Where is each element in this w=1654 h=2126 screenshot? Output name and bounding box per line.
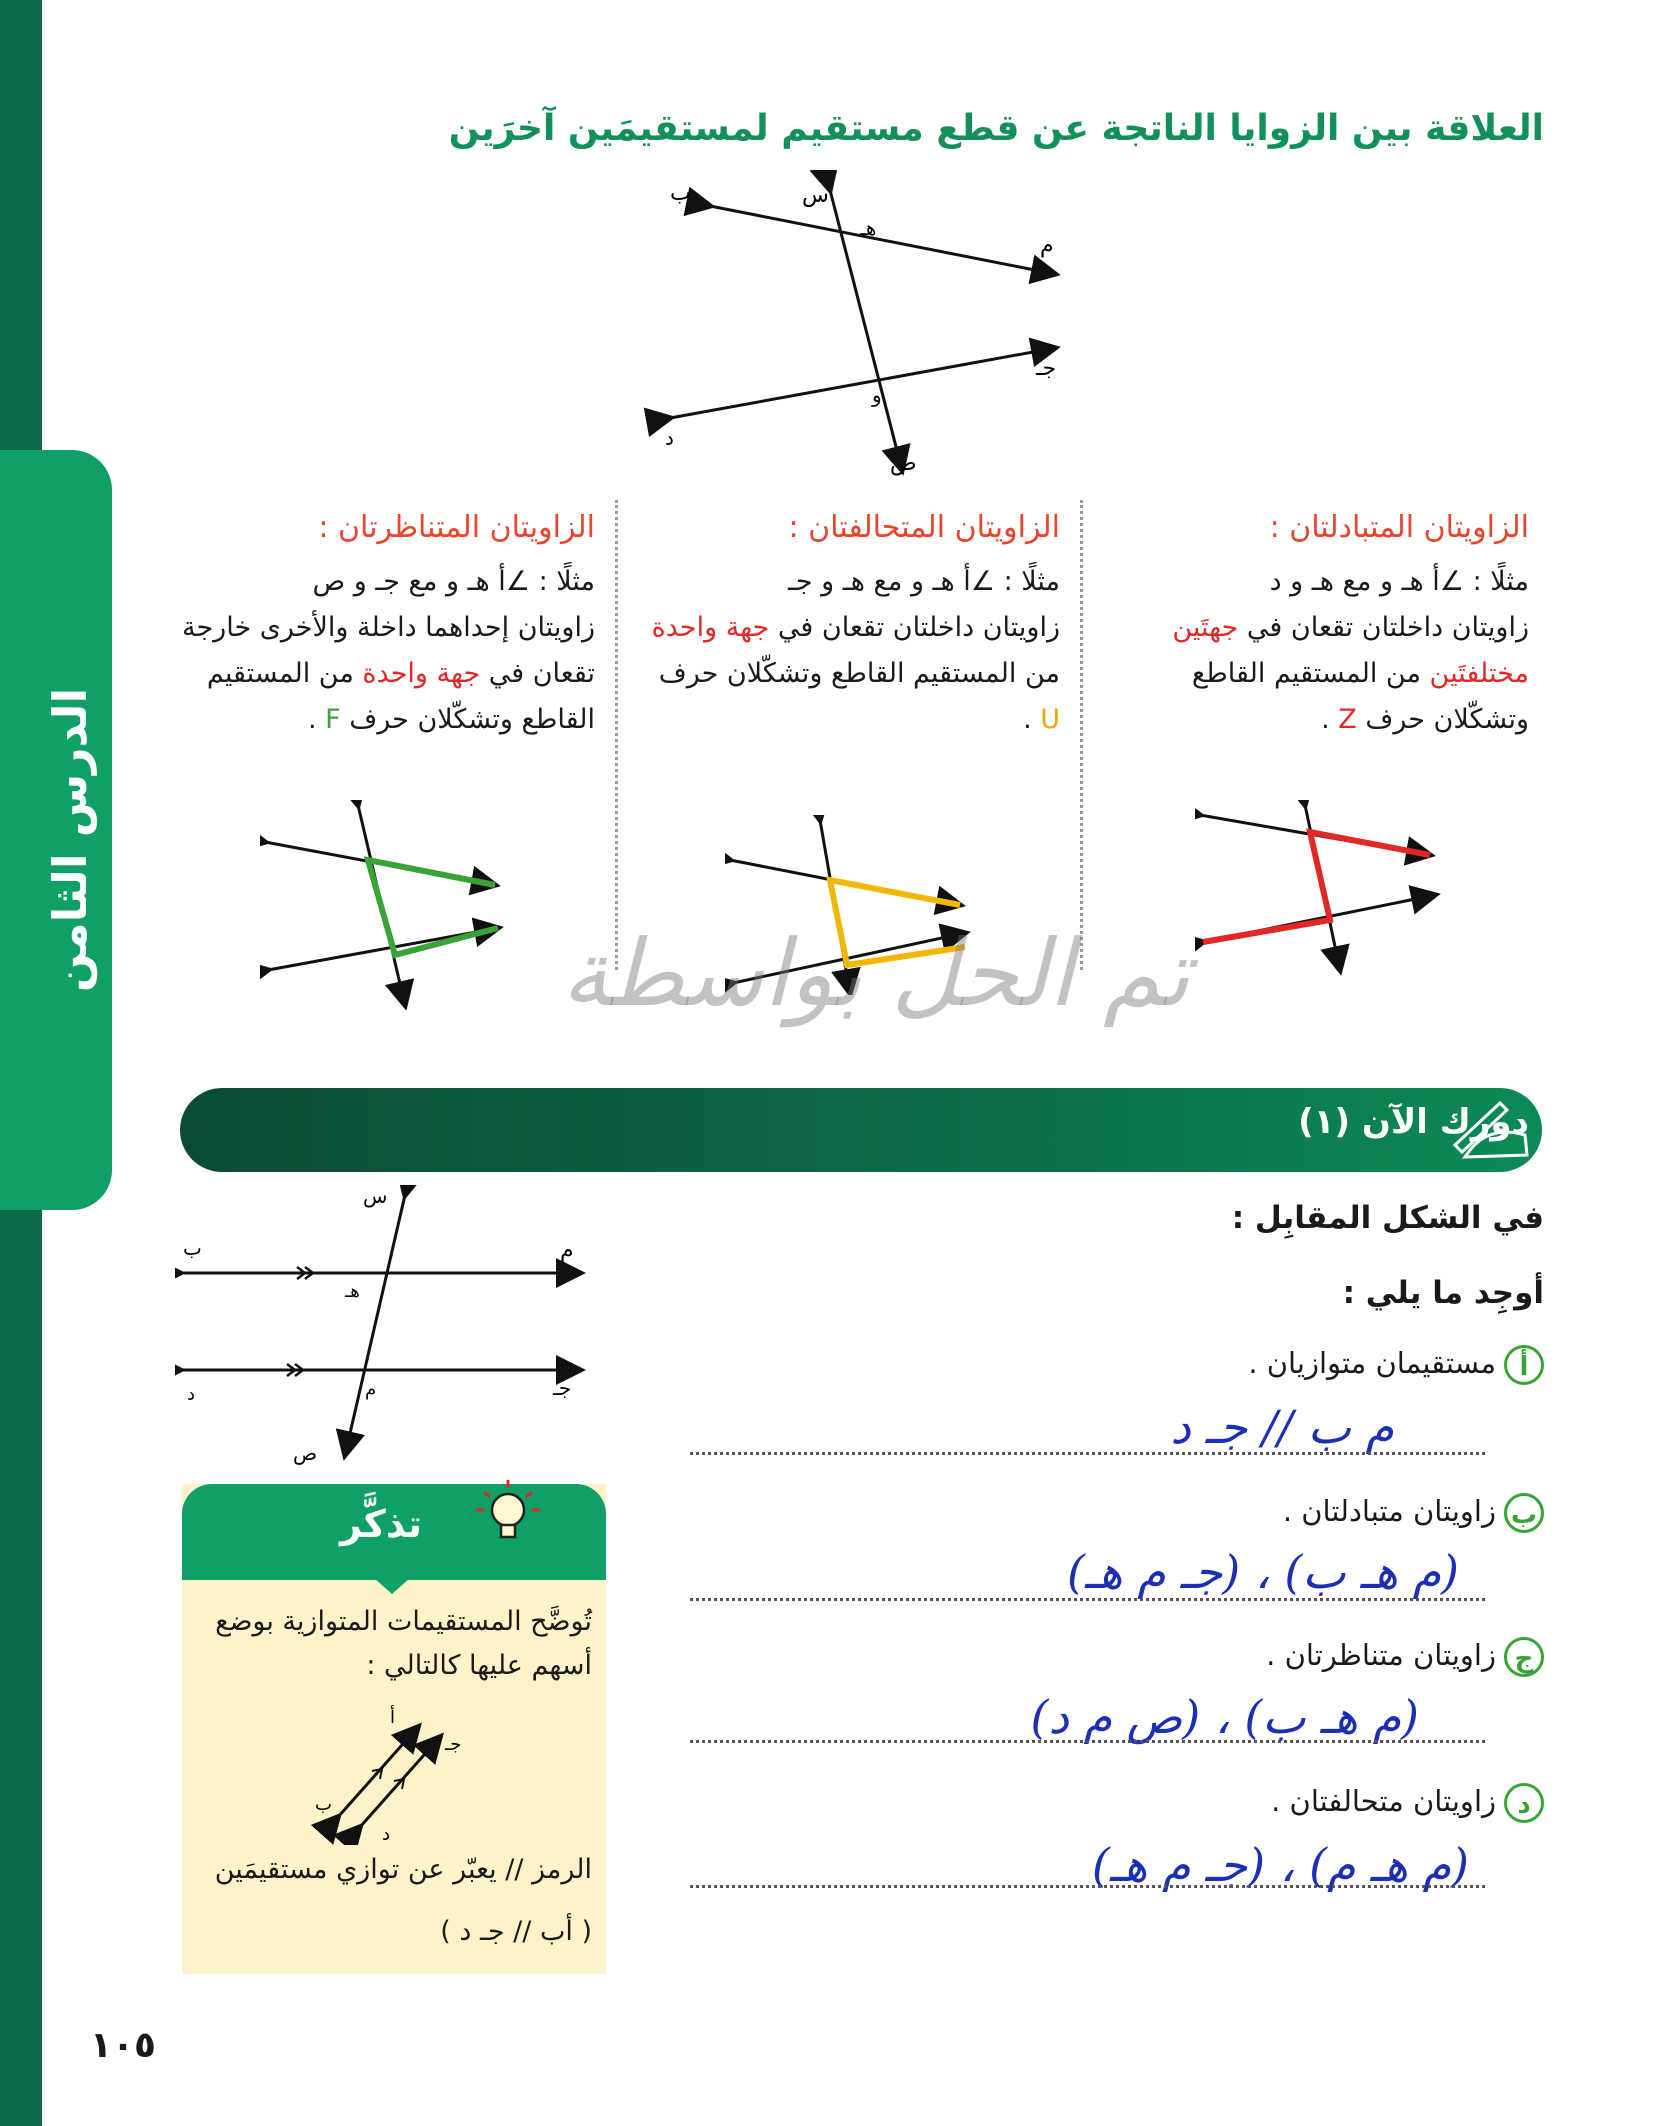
label-b: ب — [670, 181, 691, 206]
label-d: د — [382, 1824, 391, 1845]
parallel-notation: ( أب // جـ د ) — [440, 1916, 592, 1947]
lightbulb-icon — [470, 1470, 550, 1550]
answer-line — [690, 1885, 1485, 1888]
label-j: جـ — [553, 1376, 572, 1400]
question-badge: ج — [1504, 1637, 1544, 1677]
label-d: د — [665, 426, 674, 450]
label-j: جـ — [1036, 356, 1057, 381]
co-interior-angles-column — [640, 505, 1060, 743]
label-p: ص — [890, 451, 917, 476]
label-a: أ — [390, 1707, 396, 1728]
page-number: ١٠٥ — [90, 2025, 156, 2066]
label-a: م — [1040, 233, 1054, 258]
column-title: الزاويتان المتبادلتان : — [1269, 510, 1529, 545]
shape-letter: F — [325, 704, 341, 735]
question-badge: د — [1504, 1783, 1544, 1823]
parallel-arrows-figure — [310, 1705, 490, 1845]
answer-c[interactable]: (م هـ ب) ، (ص م د) — [1030, 1690, 1419, 1744]
question-c — [844, 1637, 1544, 1677]
column-desc: زاويتان داخلتان تقعان في — [769, 612, 1060, 643]
question-text: مستقيمان متوازيان . — [1248, 1346, 1496, 1380]
column-example: مثلًا : ∠أ هـ و مع هـ و د — [1269, 566, 1529, 597]
column-highlight: جهة واحدة — [362, 658, 481, 689]
column-end: . — [308, 704, 326, 735]
question-a — [844, 1345, 1544, 1385]
label-h: هـ — [860, 216, 877, 240]
column-title: الزاويتان المتحالفتان : — [788, 510, 1060, 545]
your-turn-title: دورك الآن (١) — [1298, 1102, 1529, 1142]
column-example: مثلًا : ∠أ هـ و مع جـ و ص — [312, 566, 595, 597]
answer-b[interactable]: (م هـ ب) ، (جـ م هـ) — [1066, 1545, 1459, 1599]
page-title: العلاقة بين الزوايا الناتجة عن قطع مستقيم لمستقيمَين آخرَين — [448, 108, 1544, 149]
remember-text: تُوضَّح المستقيمات المتوازية بوضع أسهم عليها كالتالي : — [215, 1606, 592, 1681]
intro-line-1: في الشكل المقابِل : — [1231, 1200, 1544, 1236]
shape-letter: U — [1040, 704, 1060, 735]
answer-a[interactable]: م ب // جـ د — [1170, 1400, 1394, 1454]
question-badge: ب — [1504, 1493, 1544, 1533]
question-text: زاويتان متبادلتان . — [1282, 1494, 1496, 1528]
question-d — [844, 1783, 1544, 1823]
column-desc: من المستقيم القاطع وتشكّلان حرف — [1191, 658, 1529, 735]
column-desc: من المستقيم القاطع وتشكّلان حرف — [206, 658, 595, 735]
column-title: الزاويتان المتناظرتان : — [318, 510, 595, 545]
intro-line-2: أوجِد ما يلي : — [1342, 1275, 1544, 1311]
answer-line — [690, 1598, 1485, 1601]
label-s: س — [802, 183, 829, 208]
question-text: زاويتان متناظرتان . — [1266, 1638, 1496, 1672]
column-highlight: جهتَين مختلفتَين — [1172, 612, 1529, 689]
label-b: ب — [315, 1794, 332, 1815]
symbol-explanation: الرمز // يعبّر عن توازي مستقيمَين — [214, 1854, 592, 1885]
label-a: م — [560, 1238, 574, 1263]
question-b — [844, 1493, 1544, 1533]
column-end: . — [1321, 704, 1339, 735]
question-badge: أ — [1504, 1345, 1544, 1385]
label-s: س — [363, 1185, 388, 1208]
label-w: و — [872, 383, 882, 407]
parallel-lines-figure — [175, 1185, 595, 1475]
remember-pointer — [374, 1578, 410, 1594]
answer-line — [690, 1740, 1485, 1743]
answer-d[interactable]: (م هـ م) ، (جـ م هـ) — [1091, 1838, 1469, 1892]
label-d: د — [187, 1384, 196, 1405]
label-j: جـ — [445, 1734, 462, 1755]
alternate-angles-column — [1109, 505, 1529, 743]
lesson-tab-label: الدرس الثامن — [43, 687, 97, 993]
question-text: زاويتان متحالفتان . — [1271, 1784, 1496, 1818]
shape-letter: Z — [1338, 704, 1357, 735]
label-h: هـ — [345, 1281, 360, 1302]
label-m: م — [365, 1379, 377, 1400]
z-shape-figure — [1195, 800, 1445, 980]
column-desc: زاويتان إحداهما داخلة والأخرى خارجة تقعان في — [182, 612, 595, 689]
column-example: مثلًا : ∠أ هـ و مع هـ و جـ — [788, 566, 1060, 597]
column-desc: من المستقيم القاطع وتشكّلان حرف — [658, 658, 1060, 689]
column-highlight: جهة واحدة — [651, 612, 770, 643]
column-divider — [615, 500, 618, 970]
column-end: . — [1023, 704, 1041, 735]
column-divider — [1080, 500, 1083, 970]
watermark-line-1: تم الحل بواسطة — [561, 920, 1190, 1027]
corresponding-angles-column — [175, 505, 595, 743]
column-desc: زاويتان داخلتان تقعان في — [1238, 612, 1529, 643]
label-p: ص — [293, 1441, 318, 1465]
label-b: ب — [183, 1236, 202, 1260]
remember-title: تذكَّر — [340, 1502, 422, 1546]
transversal-figure — [640, 170, 1080, 490]
answer-line — [690, 1452, 1485, 1455]
